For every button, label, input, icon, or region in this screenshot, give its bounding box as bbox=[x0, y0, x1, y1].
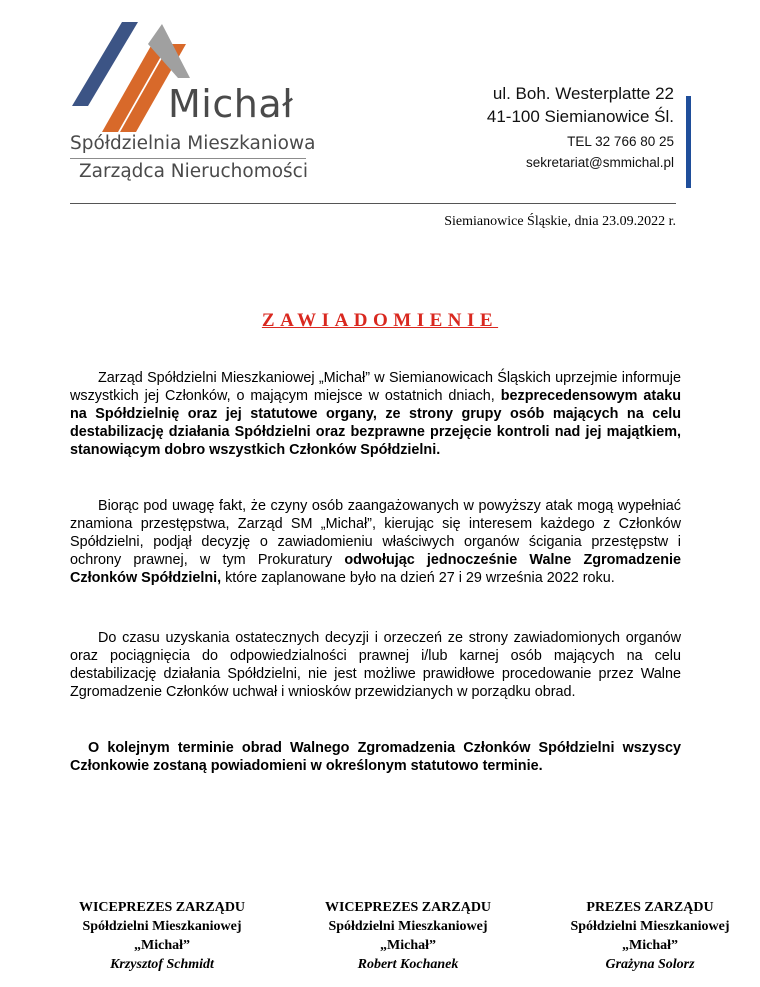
signature-org-name: „Michał” bbox=[622, 938, 678, 953]
signature-org-name: „Michał” bbox=[380, 938, 436, 953]
signature-org-name: „Michał” bbox=[134, 938, 190, 953]
paragraph-2-text: Biorąc pod uwagę fakt, że czyny osób zaangażowanych w powyższy atak mogą wypełniać znamiona przestępstwa, Zarząd SM „Michał”, kierując się interesem każdego z Członków Spółdzielni, podjął decyzję o zawiadomieniu właściwych organów ścigania przestępstw i ochrony prawnej, w tym Prokuratury bbox=[70, 498, 681, 568]
paragraph-1-text: Zarząd Spółdzielni Mieszkaniowej „Michał” w Siemianowicach Śląskich uprzejmie informuje wszystkich jej Członków, o mającym miejsce w ostatnich dniach, bbox=[70, 370, 681, 404]
signature-block-2 bbox=[298, 898, 518, 974]
logo-subtitle-manager: Zarządca Nieruchomości bbox=[79, 161, 308, 182]
signature-role: WICEPREZES ZARZĄDU bbox=[78, 900, 246, 915]
logo-subtitle-cooperative: Spółdzielnia Mieszkaniowa bbox=[70, 133, 316, 154]
logo-divider bbox=[70, 158, 306, 159]
paragraph-2 bbox=[70, 497, 681, 587]
document-date: Siemianowice Śląskie, dnia 23.09.2022 r. bbox=[444, 214, 676, 229]
signature-org: Spółdzielni Mieszkaniowej bbox=[82, 919, 242, 934]
contact-street: ul. Boh. Westerplatte 22 bbox=[492, 84, 674, 103]
signature-person: Grażyna Solorz bbox=[605, 957, 695, 972]
paragraph-4 bbox=[70, 739, 681, 775]
contact-city: 41-100 Siemianowice Śl. bbox=[486, 107, 674, 126]
signature-person: Robert Kochanek bbox=[357, 957, 459, 972]
document-title-wrapper bbox=[0, 310, 760, 332]
signature-person: Krzysztof Schmidt bbox=[110, 957, 214, 972]
paragraph-3 bbox=[70, 629, 681, 701]
signature-block-3 bbox=[540, 898, 760, 974]
signature-block-1 bbox=[52, 898, 272, 974]
contact-email: sekretariat@smmichal.pl bbox=[526, 155, 674, 170]
header-divider bbox=[70, 203, 676, 204]
header-accent-bar bbox=[686, 96, 691, 188]
contact-phone: TEL 32 766 80 25 bbox=[567, 134, 674, 149]
logo-name: Michał bbox=[168, 82, 294, 126]
paragraph-4-text: O kolejnym terminie obrad Walnego Zgromadzenia Członków Spółdzielni wszyscy Członkowie zostaną powiadomieni w określonym statutowo terminie. bbox=[70, 740, 681, 774]
signature-org: Spółdzielni Mieszkaniowej bbox=[570, 919, 730, 934]
signature-role: WICEPREZES ZARZĄDU bbox=[324, 900, 492, 915]
document-title: ZAWIADOMIENIE bbox=[261, 310, 499, 331]
signature-role: PREZES ZARZĄDU bbox=[586, 900, 714, 915]
paragraph-1 bbox=[70, 369, 681, 459]
paragraph-2-bold: odwołując jednocześnie Walne Zgromadzenie Członków Spółdzielni, bbox=[70, 552, 681, 586]
paragraph-2-tail: które zaplanowane było na dzień 27 i 29 września 2022 roku. bbox=[221, 570, 615, 586]
paragraph-3-text: Do czasu uzyskania ostatecznych decyzji i orzeczeń ze strony zawiadomionych organów oraz pociągnięcia do odpowiedzialności prawnej i/lub karnej osób mających na celu destabilizację działania Spółdzielni, nie jest możliwe prawidłowe procedowanie przez Walne Zgromadzenie Członków uchwał i wniosków przewidzianych w porządku obrad. bbox=[70, 630, 681, 700]
paragraph-1-bold: bezprecedensowym ataku na Spółdzielnię oraz jej statutowe organy, ze strony grupy osób mających na celu destabilizację działania Spółdzielni oraz bezprawne przejęcie kontroli nad jej majątkiem, stanowiącym dobro wszystkich Członków Spółdzielni. bbox=[70, 388, 681, 458]
signature-org: Spółdzielni Mieszkaniowej bbox=[328, 919, 488, 934]
